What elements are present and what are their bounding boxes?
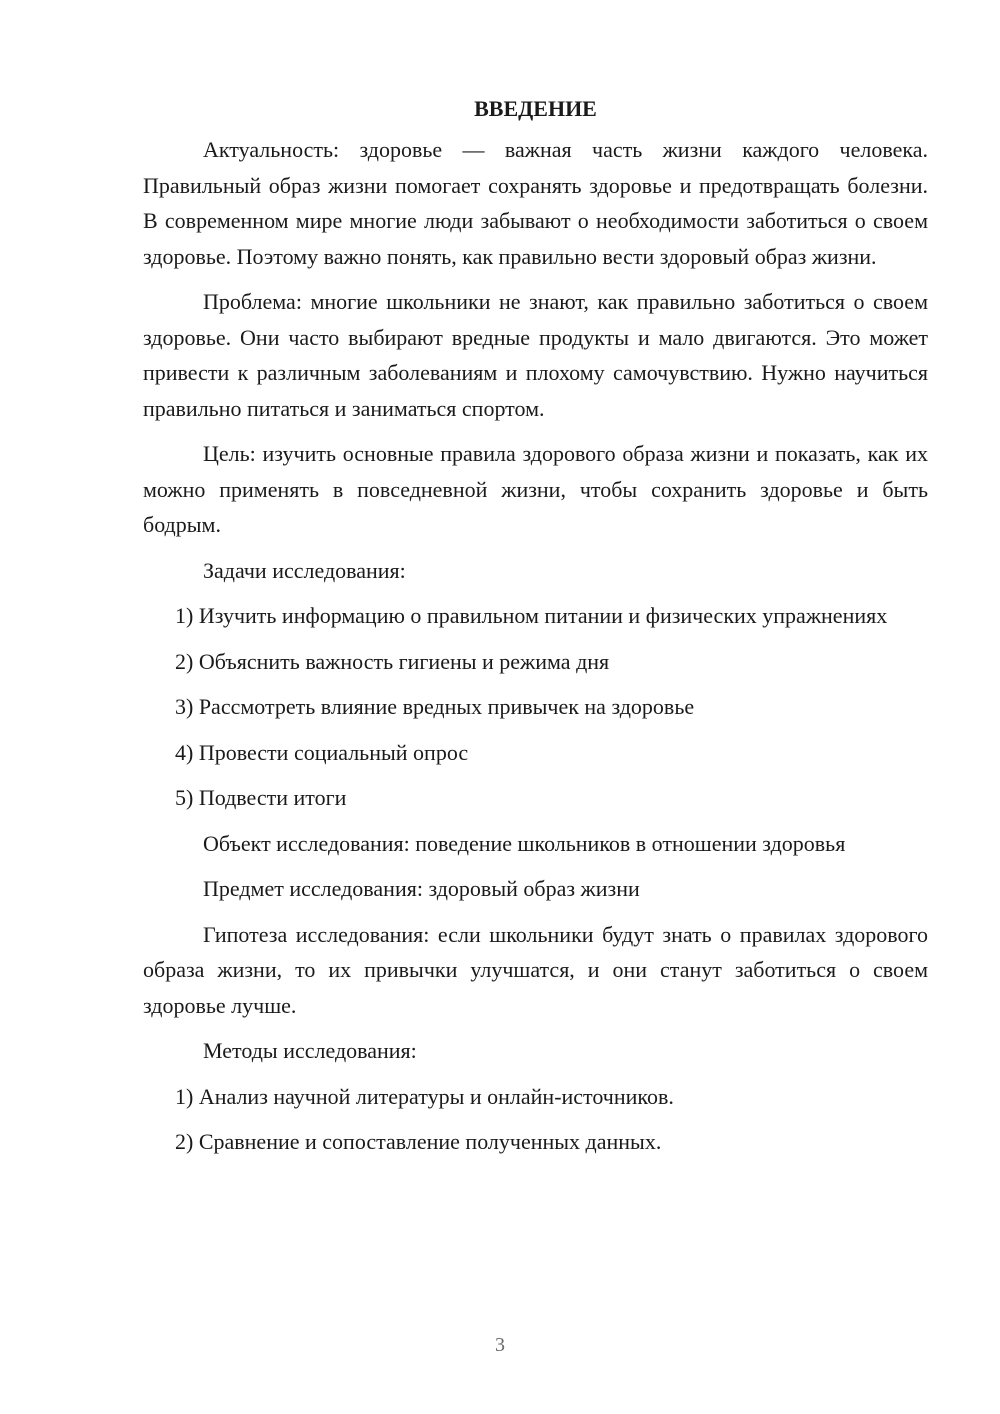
task-item-4: 4) Провести социальный опрос [175, 739, 469, 765]
document-page [143, 94, 928, 1170]
task-item-2: 2) Объяснить важность гигиены и режима дня [175, 648, 610, 674]
task-item-1: 1) Изучить информацию о правильном питании и физических упражнениях [175, 603, 888, 628]
method-item-2: 2) Сравнение и сопоставление полученных данных. [175, 1129, 662, 1154]
paragraph-goal: Цель: изучить основные правила здорового образа жизни и показать, как их можно применять в повседневной жизни, чтобы сохранить здоровье и быть бодрым. [143, 441, 928, 537]
page-number: 3 [495, 1334, 505, 1356]
tasks-heading: Задачи исследования: [203, 557, 406, 583]
paragraph-subject: Предмет исследования: здоровый образ жизни [203, 876, 640, 901]
paragraph-object: Объект исследования: поведение школьников в отношении здоровья [203, 830, 846, 856]
task-item-3: 3) Рассмотреть влияние вредных привычек на здоровье [175, 694, 695, 719]
paragraph-relevance: Актуальность: здоровье — важная часть жизни каждого человека. Правильный образ жизни помогает сохранять здоровье и предотвращать болезни. В современном мире многие люди забывают о необходимости заботиться о своем здоровье. Поэтому важно понять, как правильно вести здоровый образ жизни. [143, 137, 928, 269]
paragraph-problem: Проблема: многие школьники не знают, как правильно заботиться о своем здоровье. Они часто выбирают вредные продукты и мало двигаются. Это может привести к различным заболеваниям и плохому самочувствию. Нужно научиться правильно питаться и заниматься спортом. [143, 289, 928, 421]
section-title: ВВЕДЕНИЕ [474, 96, 597, 121]
method-item-1: 1) Анализ научной литературы и онлайн-источников. [175, 1083, 674, 1109]
paragraph-hypothesis: Гипотеза исследования: если школьники будут знать о правилах здорового образа жизни, то их привычки улучшатся, и они станут заботиться о своем здоровье лучше. [143, 921, 928, 1018]
task-item-5: 5) Подвести итоги [175, 785, 347, 810]
methods-heading: Методы исследования: [203, 1038, 417, 1063]
